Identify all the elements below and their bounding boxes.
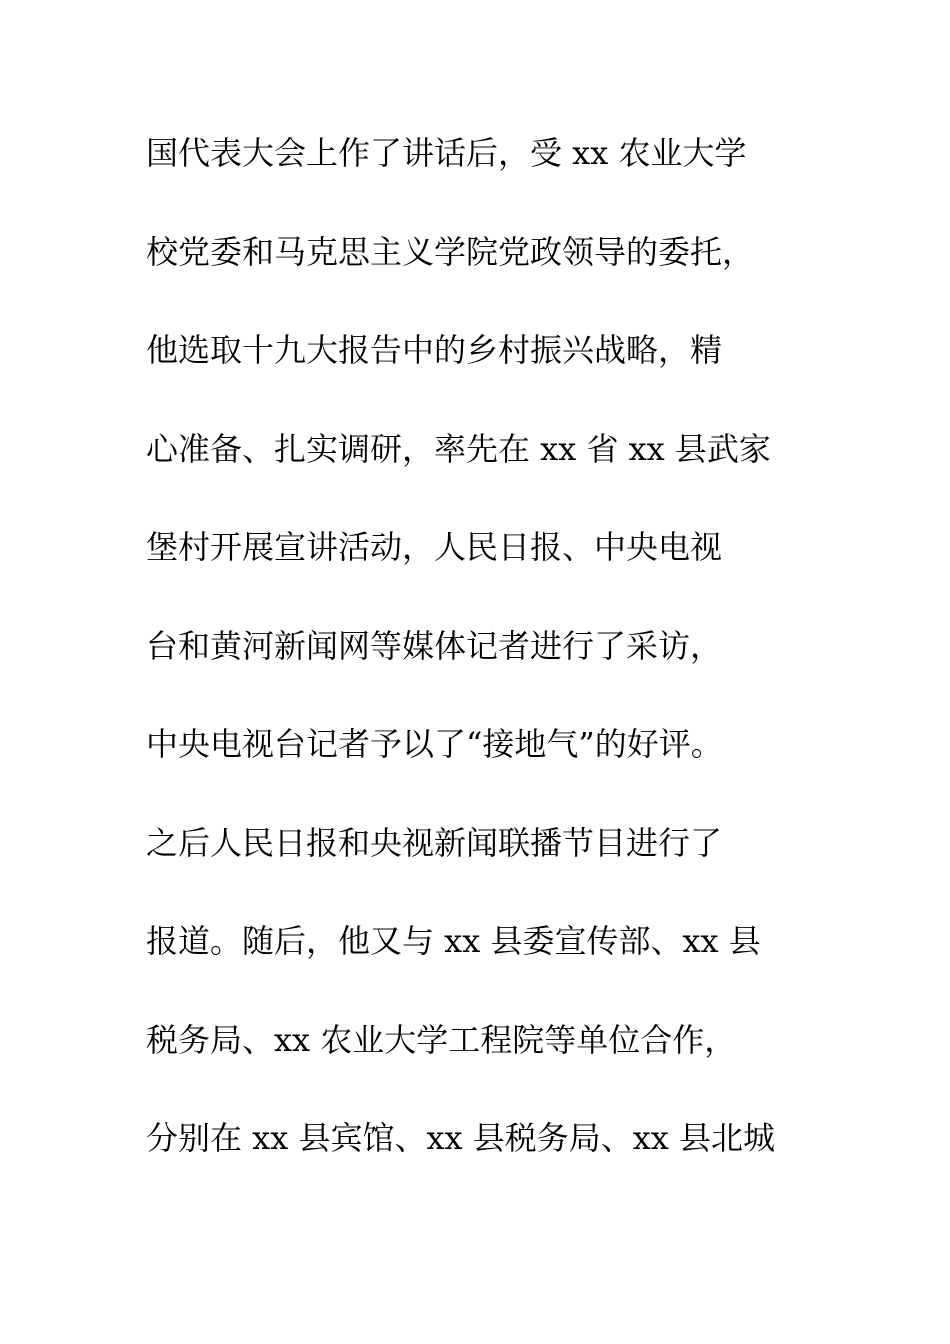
- body-text: [146, 123, 826, 1207]
- text-line-8: 之后人民日报和央视新闻联播节目进行了: [146, 823, 723, 862]
- text-line-9: 报道。随后，他又与 xx 县委宣传部、xx 县: [146, 922, 761, 960]
- text-line-5: 堡村开展宣讲活动，人民日报、中央电视: [146, 528, 723, 566]
- text-line-7: 中央电视台记者予以了“接地气”的好评。: [146, 725, 723, 763]
- text-line-3: 他选取十九大报告中的乡村振兴战略，精: [146, 331, 723, 369]
- text-line-1: 国代表大会上作了讲话后，受 xx 农业大学: [146, 134, 747, 172]
- text-line-2: 校党委和马克思主义学院党政领导的委托，: [146, 232, 755, 271]
- text-line-10: 税务局、xx 农业大学工程院等单位合作，: [146, 1020, 737, 1059]
- text-line-6: 台和黄河新闻网等媒体记者进行了采访，: [146, 626, 723, 665]
- text-line-4: 心准备、扎实调研，率先在 xx 省 xx 县武家: [146, 429, 771, 468]
- text-line-11: 分别在 xx 县宾馆、xx 县税务局、xx 县北城: [146, 1119, 775, 1157]
